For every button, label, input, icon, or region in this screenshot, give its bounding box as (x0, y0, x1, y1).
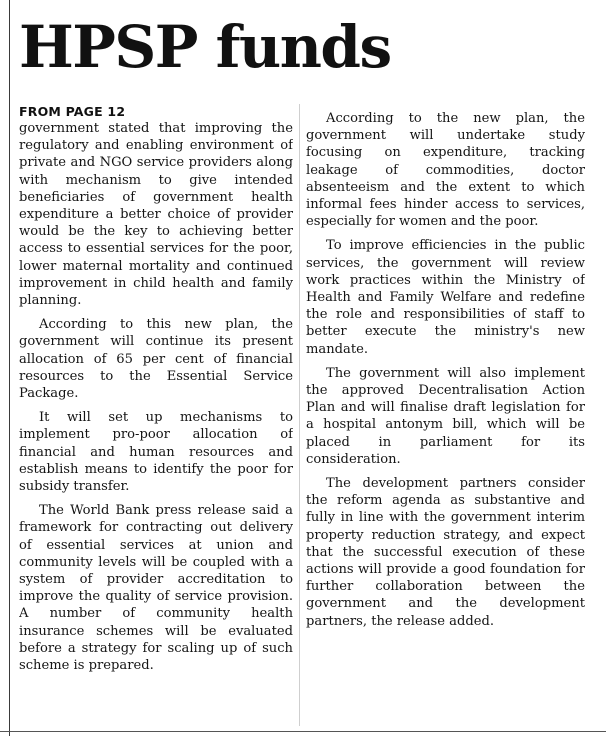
paragraph: The World Bank press release said a framework for contracting out delivery of essential services at union and community levels will be coupled with a system of provider accreditation to improve the quality of service provision. A number of community health insurance schemes will be evaluated before a strategy for scaling up of such scheme is prepared. (19, 503, 293, 674)
right-column (306, 110, 585, 740)
left-border-rule (9, 0, 10, 736)
paragraph: The government will also implement the approved Decentralisation Action Plan and will finalise draft legislation for a hospital antonym bill, which will be placed in parliament for its consideration. (306, 365, 585, 467)
paragraph: It will set up mechanisms to implement pro-poor allocation of financial and human resources and establish means to identify the poor for subsidy transfer. (19, 410, 293, 495)
bottom-border-rule (0, 731, 606, 732)
paragraph: According to this new plan, the government will continue its present allocation of 65 per cent of financial resources to the Essential Service Package. (19, 317, 293, 402)
paragraph: To improve efficiencies in the public services, the government will review work practices within the Ministry of Health and Family Welfare and redefine the role and responsibilities of staff to better execute the ministry's new mandate. (306, 238, 585, 357)
paragraph: According to the new plan, the government will undertake study focusing on expenditure, tracking leakage of commodities, doctor absenteeism and the extent to which informal fees hinder access to services, especially for women and the poor. (306, 111, 585, 230)
headline: HPSP funds (19, 13, 391, 81)
left-column (19, 104, 293, 734)
column-divider (299, 104, 300, 726)
paragraph: The development partners consider the reform agenda as substantive and fully in line with the government interim property reduction strategy, and expect that the successful execution of these actions will provide a good foundation for further collaboration between the government and the development partners, the release added. (306, 476, 585, 629)
paragraph: government stated that improving the regulatory and enabling environment of private and NGO service providers along with mechanism to give intended beneficiaries of government health expenditure a better choice of provider would be the key to achieving better access to essential services for the poor, lower maternal mortality and continued improvement in child health and family planning. (19, 121, 293, 309)
continuation-label: FROM PAGE 12 (19, 104, 126, 119)
